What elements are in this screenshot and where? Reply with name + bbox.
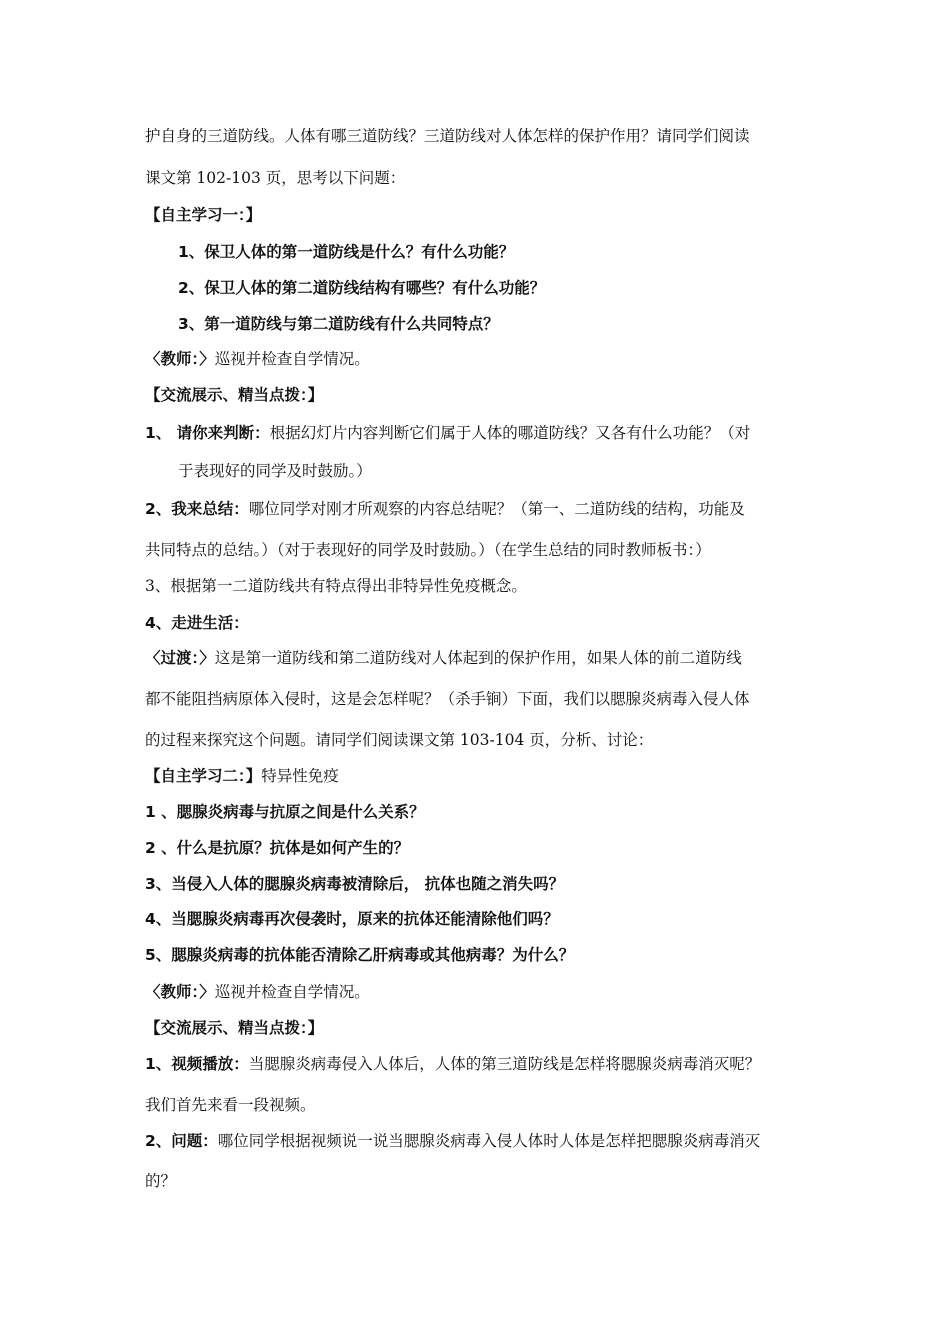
item-text: 哪位同学对刚才所观察的内容总结呢？（第一、二道防线的结构，功能及 — [248, 500, 745, 518]
item-text: 根据幻灯片内容判断它们属于人体的哪道防线？又各有什么功能？（对 — [269, 424, 751, 442]
question-item: 2、保卫人体的第二道防线结构有哪些？有什么功能？ — [178, 279, 546, 297]
exchange-item — [145, 497, 810, 521]
section-heading — [145, 764, 810, 788]
paragraph-line: 的过程来探究这个问题。请同学们阅读课文第 103-104 页，分析、讨论： — [145, 731, 654, 749]
item-text: 当腮腺炎病毒侵入人体后，人体的第三道防线是怎样将腮腺炎病毒消灭呢？ — [248, 1055, 761, 1073]
paragraph-line: 都不能阻挡病原体入侵时，这是会怎样呢？（杀手锏）下面，我们以腮腺炎病毒入侵人体 — [145, 690, 750, 708]
exchange-item: 4、走进生活： — [145, 614, 249, 632]
section-heading: 【交流展示、精当点拨：】 — [145, 386, 324, 404]
transition-label: 〈过渡：〉 — [145, 649, 215, 667]
section-heading: 【交流展示、精当点拨：】 — [145, 1019, 324, 1037]
teacher-label: 〈教师：〉 — [145, 983, 215, 1001]
teacher-label: 〈教师：〉 — [145, 350, 215, 368]
question-item: 1、保卫人体的第一道防线是什么？有什么功能？ — [178, 243, 515, 261]
exchange-item — [145, 1129, 810, 1153]
item-label: 1、视频播放： — [145, 1055, 249, 1073]
teacher-text: 巡视并检查自学情况。 — [214, 350, 370, 368]
teacher-note — [145, 347, 810, 371]
paragraph-line: 共同特点的总结。）（对于表现好的同学及时鼓励。）（在学生总结的同时教师板书：） — [145, 541, 711, 559]
teacher-note — [145, 980, 810, 1004]
exchange-item — [145, 1052, 810, 1076]
section-heading: 【自主学习一：】 — [145, 206, 262, 224]
question-item: 5、腮腺炎病毒的抗体能否清除乙肝病毒或其他病毒？为什么？ — [145, 946, 575, 964]
exchange-item: 3、根据第一二道防线共有特点得出非特异性免疫概念。 — [145, 577, 527, 595]
question-item: 4、当腮腺炎病毒再次侵袭时，原来的抗体还能清除他们吗？ — [145, 910, 559, 928]
exchange-item — [145, 421, 810, 445]
teacher-text: 巡视并检查自学情况。 — [214, 983, 370, 1001]
item-label: 1、 请你来判断： — [145, 424, 270, 442]
section-heading-text: 特异性免疫 — [261, 767, 339, 785]
item-label: 2、我来总结： — [145, 500, 249, 518]
question-item: 3、当侵入人体的腮腺炎病毒被清除后， 抗体也随之消失吗？ — [145, 875, 565, 893]
paragraph-line: 护自身的三道防线。人体有哪三道防线？三道防线对人体怎样的保护作用？请同学们阅读 — [145, 127, 750, 145]
item-label: 2、问题： — [145, 1132, 218, 1150]
item-text: 哪位同学根据视频说一说当腮腺炎病毒入侵人体时人体是怎样把腮腺炎病毒消灭 — [217, 1132, 761, 1150]
question-item: 2 、什么是抗原？抗体是如何产生的？ — [145, 839, 410, 857]
paragraph-line: 课文第 102-103 页，思考以下问题： — [145, 169, 406, 187]
question-item: 1 、腮腺炎病毒与抗原之间是什么关系？ — [145, 803, 425, 821]
section-heading-label: 【自主学习二：】 — [145, 767, 262, 785]
paragraph-line: 的？ — [145, 1172, 177, 1190]
paragraph-line: 我们首先来看一段视频。 — [145, 1096, 316, 1114]
transition-note — [145, 646, 810, 670]
paragraph-line: 于表现好的同学及时鼓励。） — [178, 462, 372, 480]
transition-text: 这是第一道防线和第二道防线对人体起到的保护作用，如果人体的前二道防线 — [214, 649, 742, 667]
question-item: 3、第一道防线与第二道防线有什么共同特点？ — [178, 315, 499, 333]
